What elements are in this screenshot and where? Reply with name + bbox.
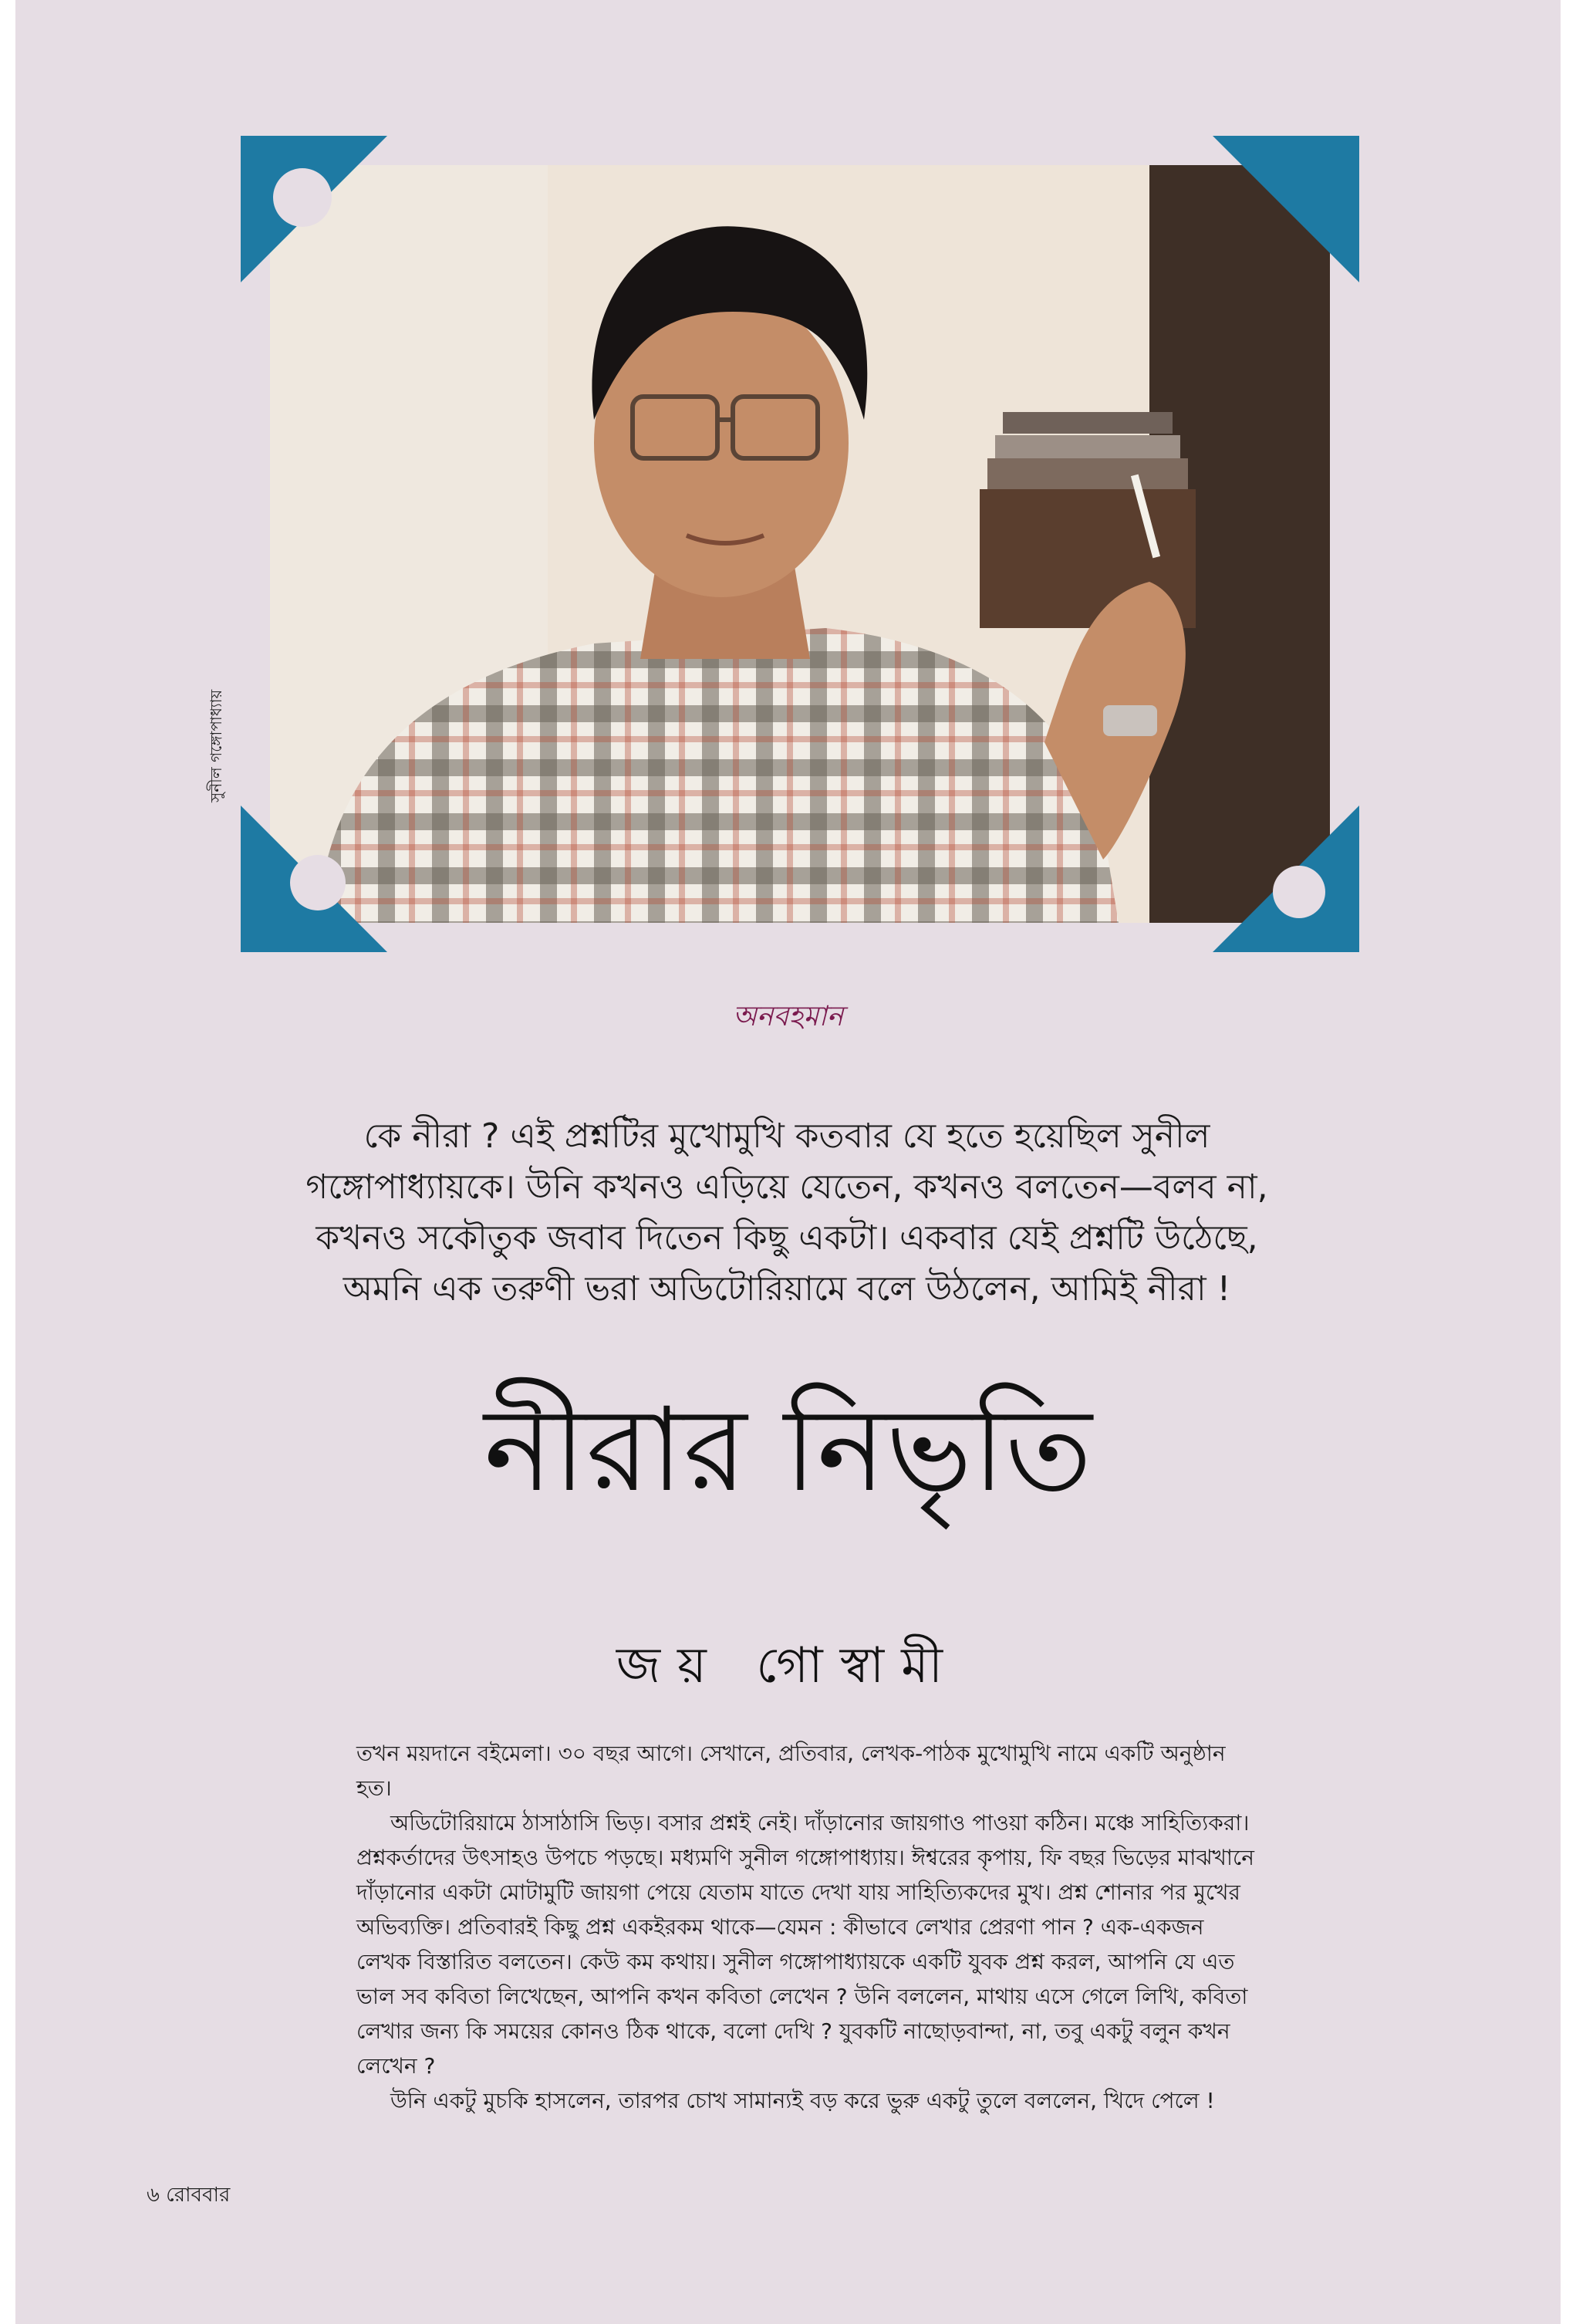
intro-blurb xyxy=(216,1111,1358,1315)
photo-credit: সুনীল গঙ্গোপাধ্যায় xyxy=(207,689,225,802)
portrait-illustration xyxy=(270,165,1330,923)
photo-corner-bottom-left xyxy=(241,806,387,952)
photo-corner-bottom-right xyxy=(1213,806,1359,952)
article-title: নীরার নিভৃতি xyxy=(484,1383,1092,1518)
body-paragraph: অডিটোরিয়ামে ঠাসাঠাসি ভিড়। বসার প্রশ্নই নেই। দাঁড়ানোর জায়গাও পাওয়া কঠিন। মঞ্চে সাহিত্যিকরা। প্রশ্নকর্তাদের উৎসাহও উপচে পড়ছে। মধ্যমণি সুনীল গঙ্গোপাধ্যায়। ঈশ্বরের কৃপায়, ফি বছর ভিড়ের মাঝখানে দাঁড়ানোর একটা মোটামুটি জায়গা পেয়ে যেতাম যাতে দেখা যায় সাহিত্যিকদের মুখ। প্রশ্ন শোনার পর মুখের অভিব্যক্তি। প্রতিবারই কিছু প্রশ্ন একইরকম থাকে—যেমন : কীভাবে লেখার প্রেরণা পান ? এক-একজন লেখক বিস্তারিত বলতেন। কেউ কম কথায়। সুনীল গঙ্গোপাধ্যায়কে একটি যুবক প্রশ্ন করল, আপনি যে এত ভাল সব কবিতা লিখেছেন, আপনি কখন কবিতা লেখেন ? উনি বললেন, মাথায় এসে গেলে লিখি, কবিতা লেখার জন্য কি সময়ের কোনও ঠিক থাকে, বলো দেখি ? যুবকটি নাছোড়বান্দা, না, তবু একটু বলুন কখন লেখেন ? xyxy=(356,1810,1255,2079)
photo-frame xyxy=(241,136,1359,952)
intro-line: কে নীরা ? এই প্রশ্নটির মুখোমুখি কতবার যে হতে হয়েছিল সুনীল xyxy=(363,1116,1210,1156)
author-byline: জয় গোস্বামী xyxy=(616,1637,960,1694)
intro-line: গঙ্গোপাধ্যায়কে। উনি কখনও এড়িয়ে যেতেন, কখনও বলতেন—বলব না, xyxy=(305,1167,1268,1207)
article-body xyxy=(356,1736,1259,2118)
photo-corner-top-left xyxy=(241,136,387,282)
body-paragraph: তখন ময়দানে বইমেলা। ৩০ বছর আগে। সেখানে, প্রতিবার, লেখক-পাঠক মুখোমুখি নামে একটি অনুষ্ঠান হত। xyxy=(356,1741,1226,1801)
intro-line: অমনি এক তরুণী ভরা অডিটোরিয়ামে বলে উঠলেন, আমিই নীরা ! xyxy=(343,1269,1231,1309)
intro-line: কখনও সকৌতুক জবাব দিতেন কিছু একটা। একবার যেই প্রশ্নটি উঠেছে, xyxy=(316,1218,1258,1258)
series-label: অনবহমান xyxy=(732,1001,844,1032)
body-paragraph: উনি একটু মুচকি হাসলেন, তারপর চোখ সামান্যই বড় করে ভুরু একটু তুলে বললেন, খিদে পেলে ! xyxy=(390,2088,1215,2113)
author-portrait xyxy=(270,165,1330,923)
page-footer: ৬ রোববার xyxy=(147,2184,231,2207)
magazine-page xyxy=(15,0,1561,2324)
photo-corner-top-right xyxy=(1213,136,1359,282)
